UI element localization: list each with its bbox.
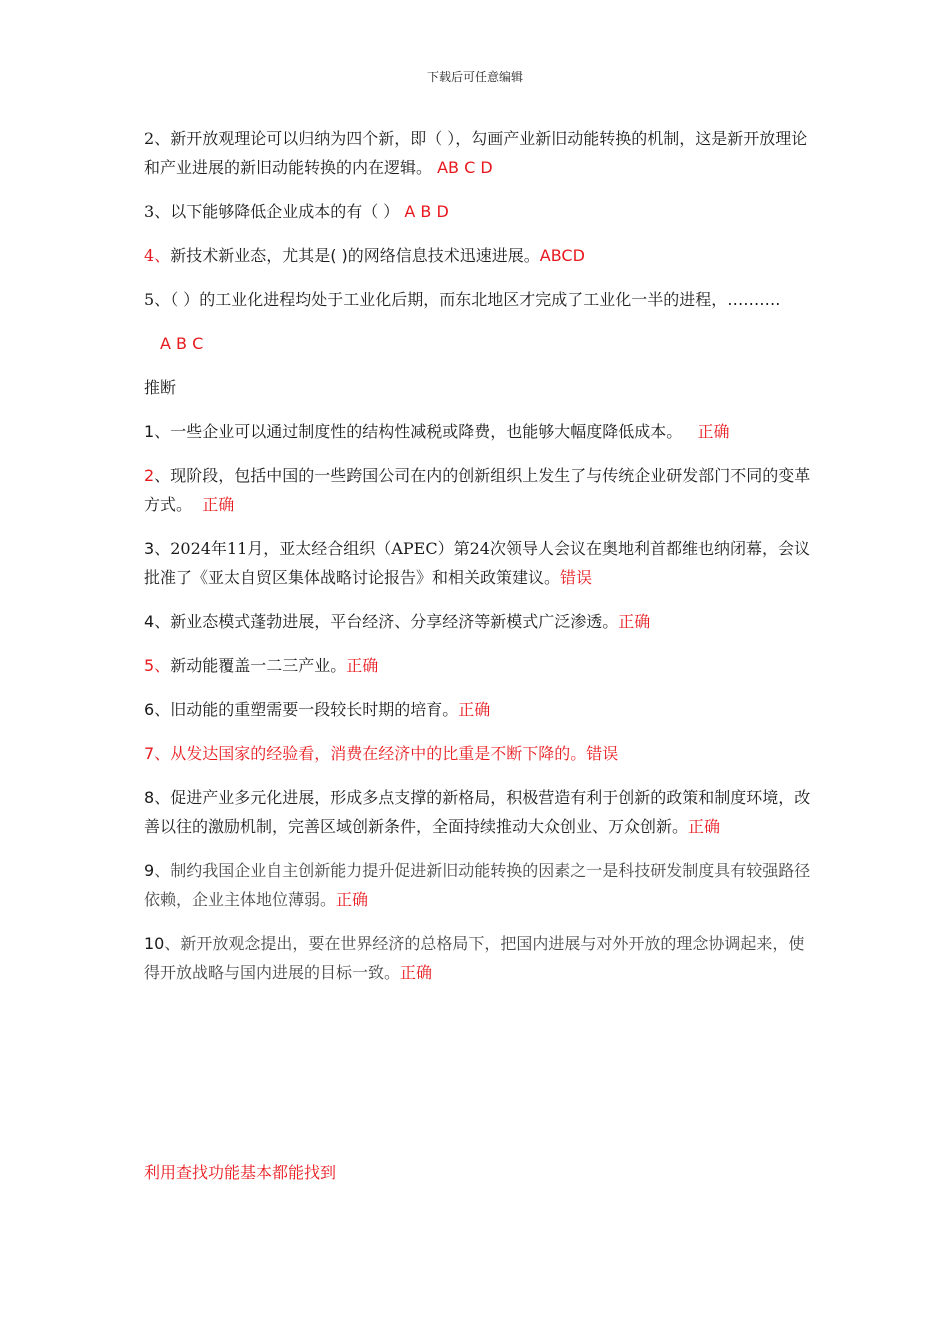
question-number: 1: [144, 422, 155, 441]
choice-answer-5: [144, 329, 819, 358]
question-answer: 正确: [400, 963, 433, 982]
question-answer: AB C D: [437, 158, 493, 177]
choice-question-3: [144, 197, 819, 226]
question-answer: 错误: [586, 744, 619, 763]
question-answer: ABCD: [539, 246, 585, 265]
page-header: 下载后可任意编辑: [426, 70, 523, 84]
question-number: 4: [144, 612, 155, 631]
question-number: 9: [144, 861, 155, 880]
question-text: 、一些企业可以通过制度性的结构性减税或降费，也能够大幅度降低成本。: [154, 422, 683, 441]
choice-question-5: [144, 285, 819, 314]
question-answer: 正确: [346, 656, 379, 675]
question-number: 2: [144, 129, 155, 148]
question-answer: 正确: [458, 700, 491, 719]
question-number: 8: [144, 788, 155, 807]
question-text: 、促进产业多元化进展，形成多点支撑的新格局，积极营造有利于创新的政策和制度环境，改善以往的激励机制，完善区域创新条件，全面持续推动大众创业、万众创新。: [144, 788, 811, 836]
question-text: 年: [210, 539, 227, 558]
judge-question-6: [144, 695, 819, 724]
question-answer: A B D: [404, 202, 449, 221]
question-month: 11: [226, 539, 248, 558]
question-year: 2024: [170, 539, 211, 558]
question-number: 3: [144, 202, 155, 221]
question-text: 、从发达国家的经验看，消费在经济中的比重是不断下降的。: [154, 744, 587, 763]
question-number-24: 24: [469, 539, 490, 558]
question-text: 、旧动能的重塑需要一段较长时期的培育。: [154, 700, 459, 719]
judge-question-5: [144, 651, 819, 680]
question-number: 5: [144, 656, 155, 675]
question-answer: A B C: [160, 334, 204, 353]
judge-question-10: [144, 929, 819, 987]
question-number: 10: [144, 934, 165, 953]
question-number: 6: [144, 700, 155, 719]
section-title: 推断: [144, 378, 177, 397]
choice-question-2: [144, 124, 819, 182]
question-number: 5: [144, 290, 155, 309]
question-answer: 正确: [202, 495, 235, 514]
question-text: 、: [154, 539, 171, 558]
footer-note: 利用查找功能基本都能找到: [144, 1163, 337, 1182]
judge-question-4: [144, 607, 819, 636]
question-answer: 错误: [560, 568, 593, 587]
judge-question-9: [144, 856, 819, 914]
question-number: 3: [144, 539, 155, 558]
judge-question-3: [144, 534, 819, 592]
question-text: 、以下能够降低企业成本的有（ ）: [154, 202, 400, 221]
choice-question-4: [144, 241, 819, 270]
question-text: 、制约我国企业自主创新能力提升促进新旧动能转换的因素之一是科技研发制度具有较强路径依赖，企业主体地位薄弱。: [144, 861, 811, 909]
question-text: 、现阶段，包括中国的一些跨国公司在内的创新组织上发生了与传统企业研发部门不同的变革方式。: [144, 466, 811, 514]
question-text-prefix: 、: [154, 246, 171, 265]
question-answer: 正确: [688, 817, 721, 836]
judge-question-2: [144, 461, 819, 519]
judge-question-7: [144, 739, 819, 768]
question-number: 2: [144, 466, 155, 485]
document-body: [144, 124, 819, 1002]
question-text: ）第: [437, 539, 470, 558]
question-apec: APEC: [391, 539, 438, 558]
question-text: 、新业态模式蓬勃进展，平台经济、分享经济等新模式广泛渗透。: [154, 612, 619, 631]
judge-question-1: [144, 417, 819, 446]
question-answer: 正确: [697, 422, 730, 441]
question-number: 4: [144, 246, 155, 265]
question-text: 、新开放观理论可以归纳为四个新，即（ ），勾画产业新旧动能转换的机制，这是新开放理论和产业进展的新旧动能转换的内在逻辑。: [144, 129, 808, 177]
question-text: 、新开放观念提出，要在世界经济的总格局下，把国内进展与对外开放的理念协调起来，使得开放战略与国内进展的目标一致。: [144, 934, 805, 982]
question-text: 、（ ）的工业化进程均处于工业化后期，而东北地区才完成了工业化一半的进程，……….: [154, 290, 781, 309]
question-answer: 正确: [618, 612, 651, 631]
question-number: 7: [144, 744, 155, 763]
question-text: 新技术新业态，尤其是( )的网络信息技术迅速进展。: [170, 246, 540, 265]
question-text: 月，亚太经合组织（: [247, 539, 392, 558]
question-answer: 正确: [336, 890, 369, 909]
question-text: 次领导人会议在奥地利首都维也纳闭幕，会议批准了《亚太自贸区集体战略讨论报告》和相关政策建议。: [144, 539, 810, 587]
question-text: 新动能覆盖一二三产业。: [170, 656, 347, 675]
judge-question-8: [144, 783, 819, 841]
question-text-prefix: 、: [154, 656, 171, 675]
